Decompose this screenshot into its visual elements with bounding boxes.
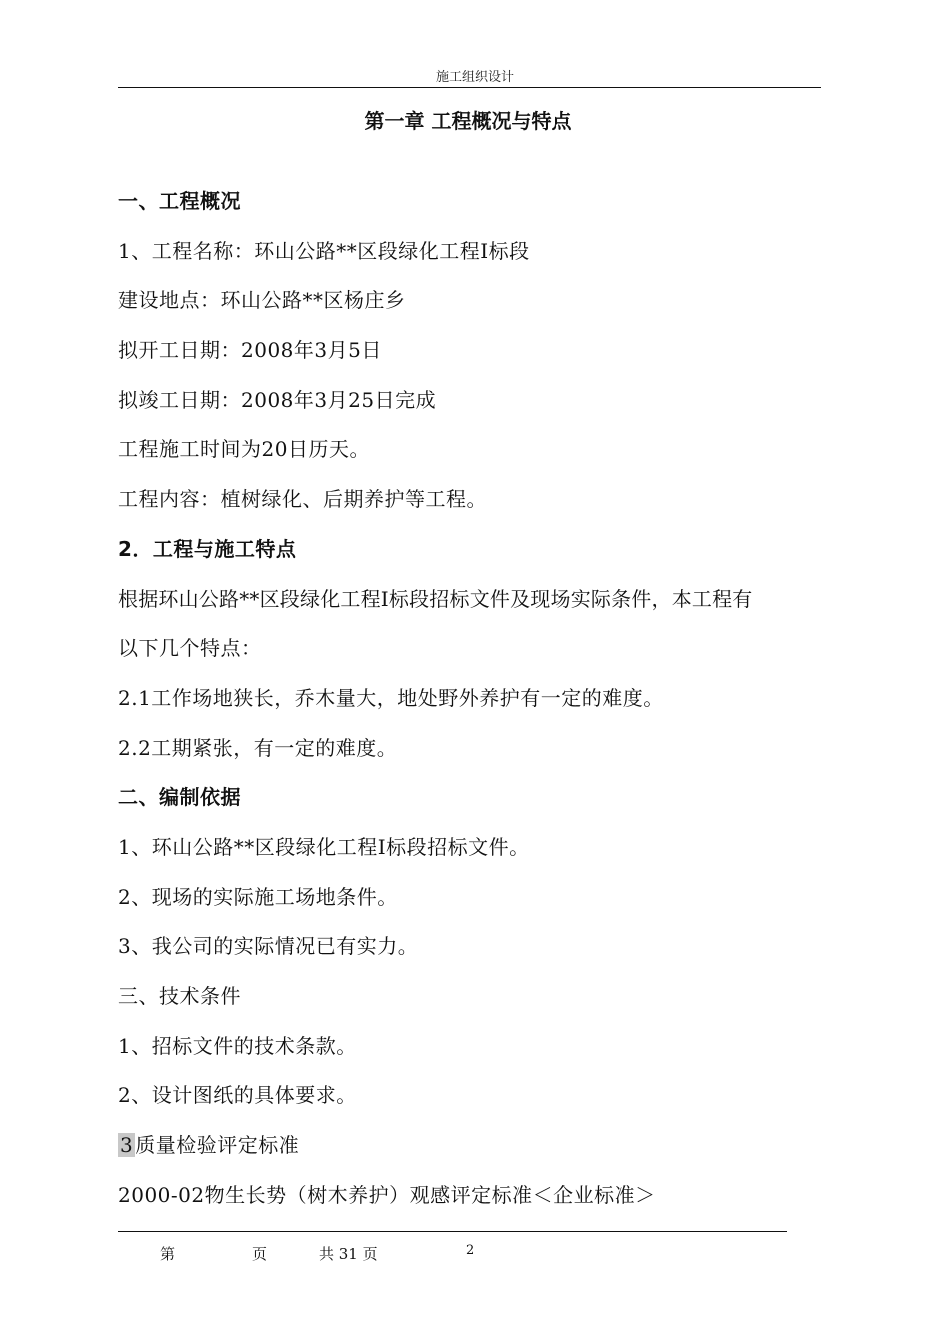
- scope-line: 工程内容：植树绿化、后期养护等工程。: [118, 487, 487, 512]
- features-intro-line-2: 以下几个特点：: [118, 636, 262, 661]
- feature-2-1: 2.1工作场地狭长，乔木量大，地处野外养护有一定的难度。: [118, 685, 664, 710]
- standard-reference-line: 2000-02物生长势（树木养护）观感评定标准＜企业标准＞: [118, 1182, 656, 1207]
- technical-item-2: 2、设计图纸的具体要求。: [118, 1083, 357, 1108]
- section-heading-basis: 二、编制依据: [118, 785, 241, 810]
- highlighted-marker: 3: [120, 1133, 134, 1158]
- section-heading-technical: 三、技术条件: [118, 984, 241, 1008]
- section-heading-features: 2．工程与施工特点: [118, 536, 297, 561]
- feature-2-2: 2.2工期紧张，有一定的难度。: [118, 735, 398, 760]
- project-name-line: 1、工程名称：环山公路**区段绿化工程Ⅰ标段: [118, 238, 530, 263]
- duration-line: 工程施工时间为20日历天。: [118, 437, 370, 462]
- footer-total-pages: 共 31 页: [319, 1245, 378, 1263]
- page-number: 2: [466, 1243, 475, 1258]
- start-date-line: 拟开工日期：2008年3月5日: [118, 338, 382, 363]
- completion-date-line: 拟竣工日期：2008年3月25日完成: [118, 387, 437, 412]
- footer-di-label: 第: [160, 1245, 176, 1263]
- running-header: 施工组织设计: [435, 70, 514, 85]
- basis-item-3: 3、我公司的实际情况已有实力。: [118, 934, 419, 959]
- section-heading-overview: 一、工程概况: [118, 189, 241, 213]
- technical-item-1: 1、招标文件的技术条款。: [118, 1033, 357, 1058]
- document-body: [118, 181, 828, 1224]
- basis-item-2: 2、现场的实际施工场地条件。: [118, 884, 398, 909]
- footer-ye-label: 页: [252, 1245, 268, 1263]
- footer-rule: [118, 1231, 787, 1232]
- basis-item-1: 1、环山公路**区段绿化工程Ⅰ标段招标文件。: [118, 834, 530, 859]
- header-rule: [118, 87, 821, 88]
- quality-standard-text: 质量检验评定标准: [135, 1133, 300, 1158]
- chapter-title: 第一章 工程概况与特点: [364, 109, 572, 133]
- features-intro-line-1: 根据环山公路**区段绿化工程Ⅰ标段招标文件及现场实际条件，本工程有: [118, 586, 753, 611]
- location-line: 建设地点：环山公路**区杨庄乡: [118, 288, 406, 313]
- quality-standard-heading: [118, 1125, 828, 1175]
